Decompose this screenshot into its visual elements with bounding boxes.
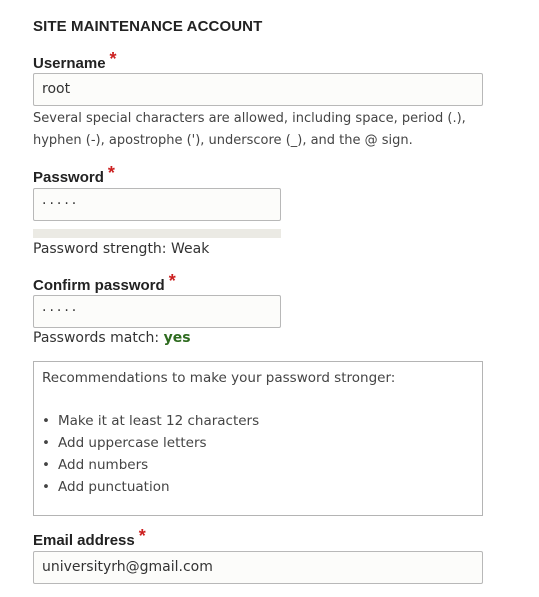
password-recommendations <box>33 361 483 516</box>
username-input[interactable]: root <box>33 73 483 106</box>
required-marker: * <box>138 526 146 546</box>
password-strength-value: Weak <box>170 241 210 257</box>
recommendations-list <box>42 410 474 498</box>
email-label-text: Email address <box>33 532 135 549</box>
bullet-icon: • <box>42 479 50 495</box>
list-item <box>42 454 474 476</box>
password-strength-label: Password strength: <box>33 241 167 257</box>
list-item-text: Add numbers <box>58 457 149 473</box>
list-item-text: Add punctuation <box>58 479 170 495</box>
required-marker: * <box>168 271 176 291</box>
required-marker: * <box>107 163 115 183</box>
password-input[interactable]: ····· <box>33 188 281 221</box>
username-label-text: Username <box>33 55 106 72</box>
list-item <box>42 410 474 432</box>
bullet-icon: • <box>42 457 50 473</box>
password-strength-text <box>33 241 209 257</box>
list-item <box>42 432 474 454</box>
password-label-text: Password <box>33 169 104 186</box>
email-input[interactable]: universityrh@gmail.com <box>33 551 483 584</box>
required-marker: * <box>109 49 117 69</box>
confirm-password-label-text: Confirm password <box>33 277 165 294</box>
password-match-value: yes <box>163 330 191 346</box>
username-description: Several special characters are allowed, including space, period (.), hyphen (-), apostrophe ('), underscore (_), and the @ sign. <box>33 111 466 148</box>
list-item-text: Add uppercase letters <box>58 435 207 451</box>
list-item <box>42 476 474 498</box>
password-label <box>33 163 115 187</box>
section-title: SITE MAINTENANCE ACCOUNT <box>33 18 263 35</box>
list-item-text: Make it at least 12 characters <box>58 413 260 429</box>
confirm-password-input[interactable]: ····· <box>33 295 281 328</box>
bullet-icon: • <box>42 413 50 429</box>
bullet-icon: • <box>42 435 50 451</box>
password-match-text <box>33 330 191 346</box>
email-label <box>33 526 146 550</box>
password-match-label: Passwords match: <box>33 330 160 346</box>
recommendations-title: Recommendations to make your password stronger: <box>42 370 396 386</box>
confirm-password-label <box>33 271 176 295</box>
password-strength-bar <box>33 229 281 238</box>
username-label <box>33 49 117 73</box>
